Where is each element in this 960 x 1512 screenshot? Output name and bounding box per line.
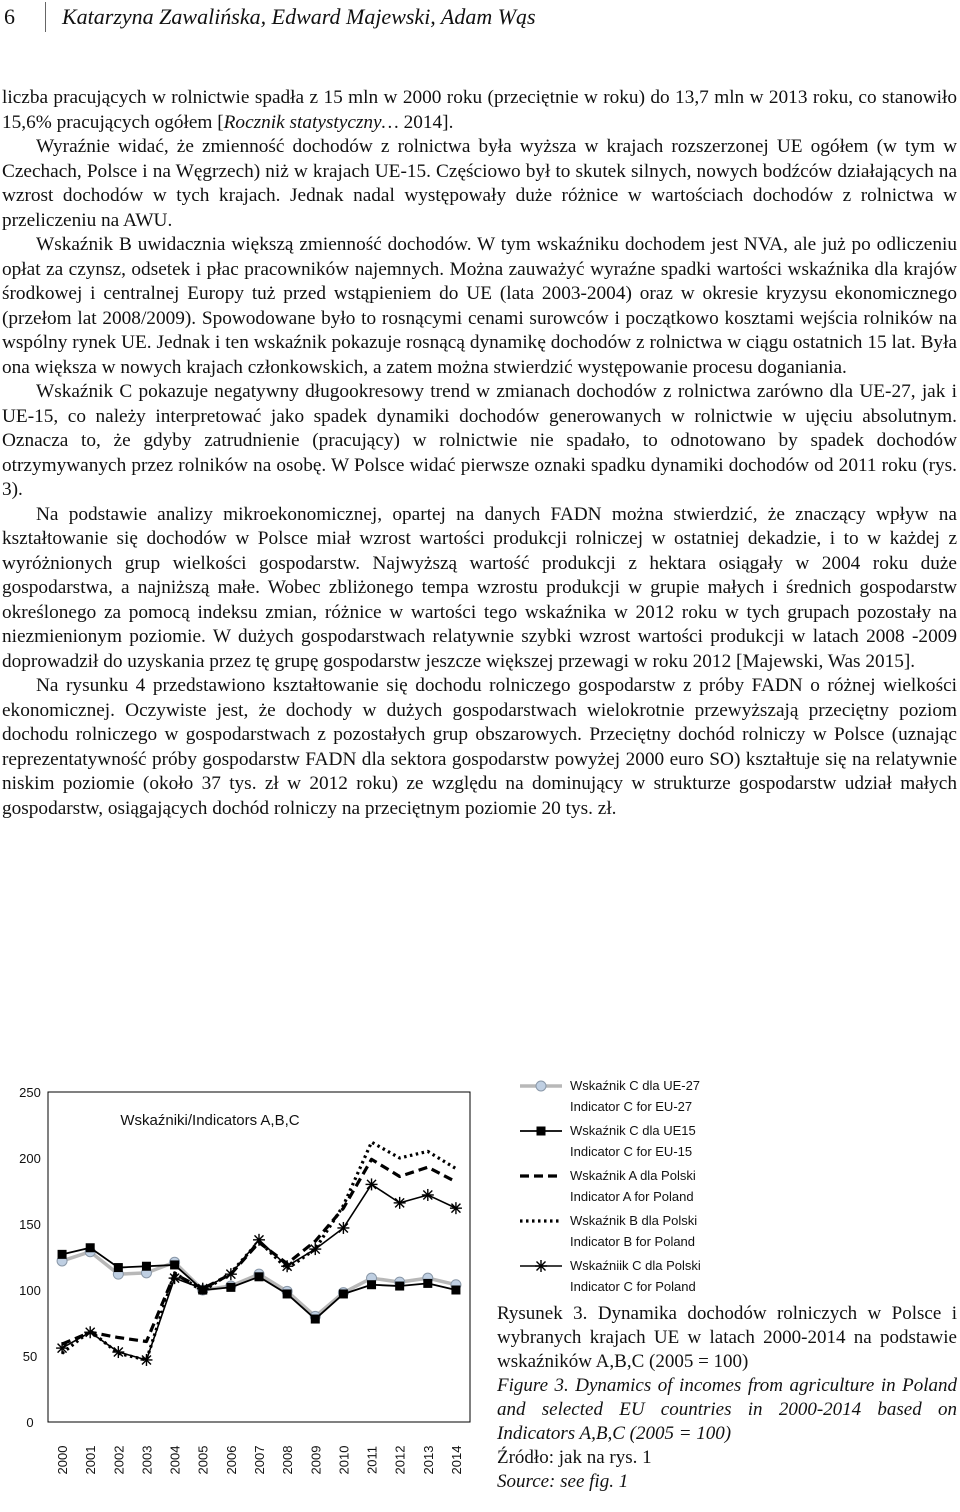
legend-label-en: Indicator B for Poland (570, 1234, 696, 1249)
legend-swatch (518, 1258, 564, 1274)
legend-label: Wskaźniik C dla Polski (570, 1258, 701, 1273)
data-point (58, 1250, 67, 1259)
data-point (450, 1202, 462, 1214)
data-point (255, 1272, 264, 1281)
running-head: Katarzyna Zawalińska, Edward Majewski, Adam Wąs (62, 4, 536, 29)
data-point (253, 1234, 265, 1246)
legend-swatch (518, 1168, 564, 1184)
data-point (422, 1189, 434, 1201)
x-tick-label: 2011 (364, 1446, 380, 1474)
y-tick-label: 100 (19, 1283, 41, 1298)
legend-swatch (518, 1123, 564, 1139)
data-point (339, 1289, 348, 1298)
data-point (140, 1354, 152, 1366)
source-en: Source: see fig. 1 (497, 1471, 629, 1492)
figure-caption (497, 1302, 957, 1494)
legend-item (518, 1211, 798, 1256)
legend-item (518, 1166, 798, 1211)
y-tick-label: 0 (26, 1415, 34, 1430)
legend-item (518, 1121, 798, 1166)
data-point (114, 1263, 123, 1272)
data-point (226, 1283, 235, 1292)
chart-legend (518, 1076, 798, 1301)
data-point (142, 1262, 151, 1271)
data-point (395, 1282, 404, 1291)
x-tick-label: 2004 (167, 1445, 183, 1475)
paragraph-5: Na podstawie analizy mikroekonomicznej, opartej na danych FADN można stwierdzić, że znaczący wpływ na kształtowanie się dochodów w Polsce miał wzrost wartości produkcji rolniczej w ostatniej dekadzie, i to w każdej z wyróżnionych grup wielkości gospodarstw. Najwyższą wartość produkcji z hektara osiągały w 2004 roku duże gospodarstwa, a najniższą małe. Wobec zbliżonego tempa wzrostu produkcji w grupie małych i średnich gospodarstw określonego za pomocą indeksu zmian, różnice w wartości tego wskaźnika w 2012 roku w tych grupach pozostały na niezmienionym poziomie. W dużych gospodarstwach relatywnie szybki wzrost wartości produkcji w latach 2008 -2009 doprowadził do uzyskania przez tę grupę gospodarstw jeszcze większej przewagi w roku 2012 [Majewski, Was 2015]. (2, 503, 957, 672)
data-point (197, 1283, 209, 1295)
x-tick-label: 2003 (139, 1445, 155, 1475)
data-point (337, 1222, 349, 1234)
caption-en: Figure 3. Dynamics of incomes from agriculture in Poland and selected EU countries in 2000-2014 based on Indicators A,B,C (2005 = 100) (497, 1375, 957, 1444)
data-point (366, 1178, 378, 1190)
page-number: 6 (4, 4, 15, 29)
data-point (84, 1326, 96, 1338)
data-point (169, 1272, 181, 1284)
x-tick-label: 2000 (55, 1445, 71, 1475)
data-point (367, 1280, 376, 1289)
data-point (283, 1289, 292, 1298)
x-tick-label: 2012 (392, 1445, 408, 1475)
data-point (394, 1197, 406, 1209)
plot-area-border (48, 1092, 470, 1422)
legend-label-en: Indicator C for EU-15 (570, 1144, 693, 1159)
data-point (56, 1342, 68, 1354)
paragraph-3: Wskaźnik B uwidacznia większą zmienność dochodów. W tym wskaźniku dochodem jest NVA, ale już po odliczeniu opłat za czynsz, odsetek i płac pracowników najemnych. Można zauważyć wyraźne spadki wartości wskaźnika dla krajów środkowej i centralnej Europy tuż przed wstąpieniem do UE (lata 2003-2004) oraz w okresie kryzysu ekonomicznego (przełom lat 2008/2009). Spowodowane było to rosnącymi cenami surowców i początkowo kosztami wejścia rolników na wspólny rynek UE. Jednak i ten wskaźnik pokazuje rosnącą dynamikę dochodów z rolnictwa w ciągu ostatnich 15 lat. Była ona większa w nowych krajach członkowskich, a zatem można stwierdzić występowanie procesu doganiania. (2, 234, 957, 378)
data-point (112, 1346, 124, 1358)
x-tick-label: 2008 (280, 1445, 296, 1475)
caption-pl: Rysunek 3. Dynamika dochodów rolniczych w Polsce i wybranych krajach UE w latach 2000-2014 na podstawie wskaźników A,B,C (2005 = 100) (497, 1303, 957, 1372)
figure-3 (0, 1070, 960, 1512)
legend-label: Wskaźnik B dla Polski (570, 1213, 698, 1228)
data-point (423, 1279, 432, 1288)
y-tick-label: 200 (19, 1151, 41, 1166)
series-line (62, 1159, 456, 1344)
x-tick-label: 2013 (420, 1445, 436, 1475)
citation: Rocznik statystyczny… (223, 111, 399, 133)
x-tick-label: 2009 (308, 1445, 324, 1475)
chart-title: Wskaźniki/Indicators A,B,C (120, 1112, 300, 1129)
y-tick-label: 150 (19, 1217, 41, 1232)
paragraph-2: Wyraźnie widać, że zmienność dochodów z rolnictwa była wyższa w krajach rozszerzonej UE ogółem (w tym w Czechach, Polsce i na Węgrzech) niż w krajach UE-15. Częściowo był to skutek silnych, nowych bodźców działających na wzrost dochodów w tych krajach. Jednak nadal występowały duże różnice w wartościach dochodów z rolnictwa w przeliczeniu na AWU. (2, 136, 957, 231)
x-tick-label: 2006 (223, 1445, 239, 1475)
legend-label: Wskaźnik A dla Polski (570, 1168, 696, 1183)
body-text (2, 86, 957, 821)
legend-label-en: Indicator A for Poland (570, 1189, 694, 1204)
x-tick-label: 2010 (336, 1445, 352, 1475)
legend-swatch (518, 1078, 564, 1094)
x-tick-label: 2002 (111, 1445, 127, 1475)
y-tick-label: 250 (19, 1085, 41, 1100)
legend-label: Wskaźnik C dla UE-27 (570, 1078, 701, 1093)
legend-label-en: Indicator C for Poland (570, 1279, 696, 1294)
line-chart (0, 1070, 500, 1512)
legend-label: Wskaźnik C dla UE15 (570, 1123, 696, 1138)
data-point (537, 1127, 546, 1136)
x-tick-label: 2005 (195, 1445, 211, 1475)
data-point (309, 1243, 321, 1255)
legend-swatch (518, 1213, 564, 1229)
paragraph-4: Wskaźnik C pokazuje negatywny długookresowy trend w zmianach dochodów z rolnictwa zarówno dla UE-27, jak i UE-15, co należy interpretować jako spadek dynamiki dochodów generowanych w rolnictwie w ujęciu absolutnym. Oznacza to, że gdyby zatrudnienie (pracujący) w rolnictwie nie spadało, to odnotowano by spadek dochodów otrzymywanych przez rolników na osobę. W Polsce widać pierwsze oznaki spadku dynamiki dochodów od 2011 roku (rys. 3). (2, 381, 957, 500)
data-point (170, 1260, 179, 1269)
header-divider (45, 2, 46, 32)
page-header (0, 0, 960, 40)
y-tick-label: 50 (22, 1349, 38, 1364)
legend-item (518, 1076, 798, 1121)
x-tick-label: 2007 (252, 1445, 267, 1475)
data-point (225, 1268, 237, 1280)
legend-item (518, 1256, 798, 1301)
legend-label-en: Indicator C for EU-27 (570, 1099, 693, 1114)
data-point (535, 1260, 547, 1272)
data-point (451, 1286, 460, 1295)
paragraph-1: liczba pracujących w rolnictwie spadła z 15 mln w 2000 roku (przeciętnie w roku) do 13,7 mln w 2013 roku, co stanowiło 15,6% pracujących ogółem [Rocznik statystyczny… 2014]. (2, 87, 957, 133)
data-point (281, 1260, 293, 1272)
source-pl: Źródło: jak na rys. 1 (497, 1447, 652, 1468)
paragraph-6: Na rysunku 4 przedstawiono kształtowanie się dochodu rolniczego gospodarstw z próby FADN o różnej wielkości ekonomicznej. Oczywiste jest, że dochody w dużych gospodarstwach wielokrotnie przewyższają przeciętny poziom dochodu rolniczego w gospodarstwach z pozostałych grup obszarowych. Przeciętny dochód rolniczy w Polsce (uznając reprezentatywność próby gospodarstw FADN dla sektora gospodarstw powyżej 2000 euro SO) kształtuje się na relatywnie niskim poziomie (około 37 tys. zł w 2012 roku) ze względu na dominujący w strukturze gospodarstw udział małych gospodarstw, osiągających dochód rolniczy na przeciętnym poziomie 20 tys. zł. (2, 675, 957, 819)
data-point (311, 1315, 320, 1324)
data-point (86, 1243, 95, 1252)
x-tick-label: 2001 (83, 1445, 99, 1475)
x-tick-label: 2014 (448, 1445, 464, 1475)
data-point (536, 1081, 546, 1091)
